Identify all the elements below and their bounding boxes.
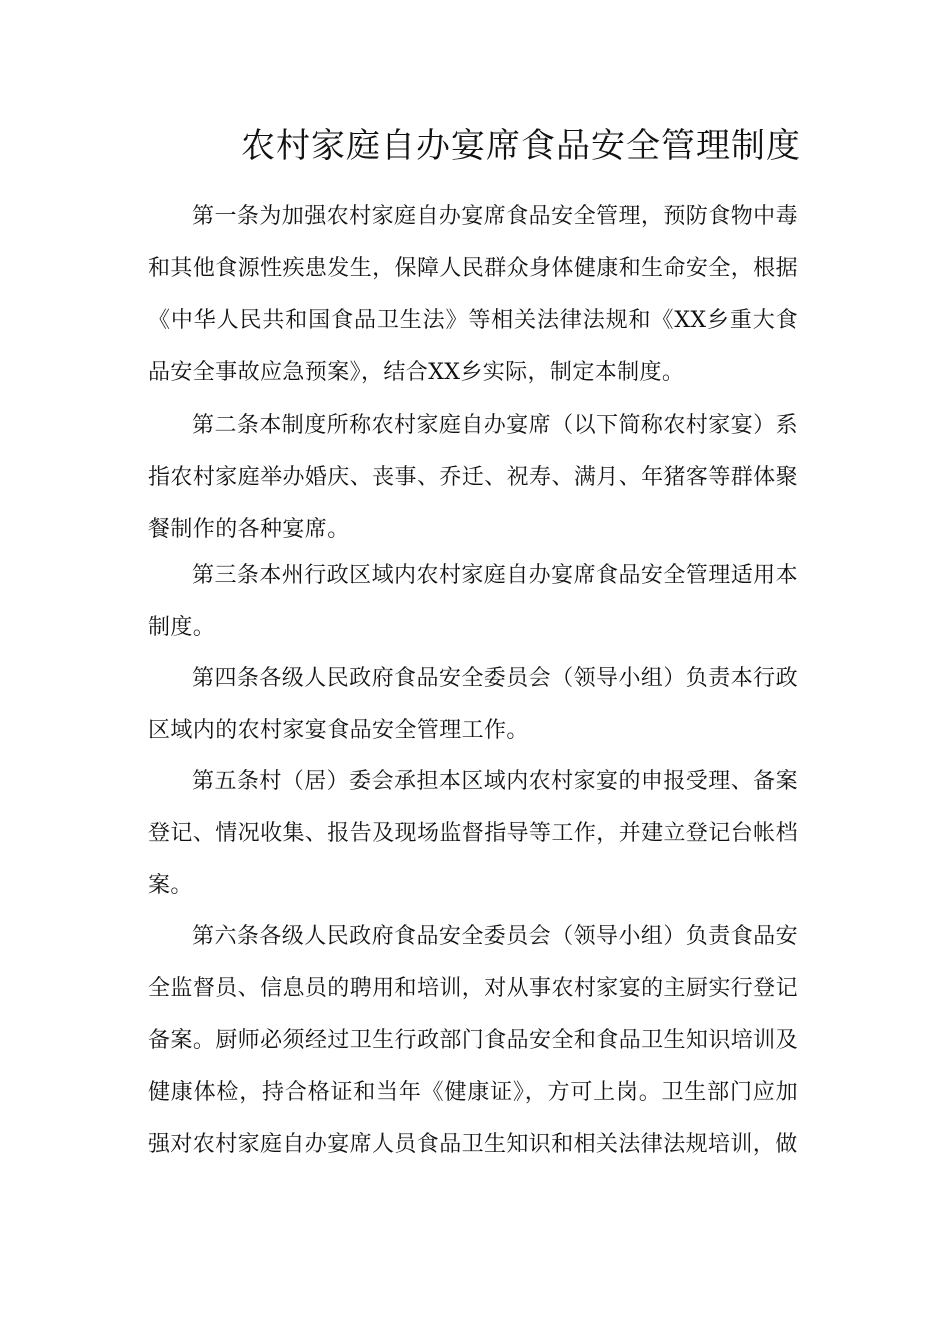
article-1: 第一条为加强农村家庭自办宴席食品安全管理，预防食物中毒和其他食源性疾患发生，保障人民群众身体健康和生命安全，根据《中华人民共和国食品卫生法》等相关法律法规和《XX乡重大食品安全事故应急预案》，结合XX乡实际，制定本制度。 xyxy=(148,204,798,385)
document-title: 农村家庭自办宴席食品安全管理制度 xyxy=(241,126,801,166)
article-5: 第五条村（居）委会承担本区域内农村家宴的申报受理、备案登记、情况收集、报告及现场监督指导等工作，并建立登记台帐档案。 xyxy=(148,769,798,898)
article-3: 第三条本州行政区域内农村家庭自办宴席食品安全管理适用本制度。 xyxy=(148,563,798,640)
article-6: 第六条各级人民政府食品安全委员会（领导小组）负责食品安全监督员、信息员的聘用和培训，对从事农村家宴的主厨实行登记备案。厨师必须经过卫生行政部门食品安全和食品卫生知识培训及健康体检，持合格证和当年《健康证》，方可上岗。卫生部门应加强对农村家庭自办宴席人员食品卫生知识和相关法律法规培训，做 xyxy=(148,924,798,1157)
article-2: 第二条本制度所称农村家庭自办宴席（以下简称农村家宴）系指农村家庭举办婚庆、丧事、乔迁、祝寿、满月、年猪客等群体聚餐制作的各种宴席。 xyxy=(148,413,798,542)
article-4: 第四条各级人民政府食品安全委员会（领导小组）负责本行政区域内的农村家宴食品安全管理工作。 xyxy=(148,666,798,743)
